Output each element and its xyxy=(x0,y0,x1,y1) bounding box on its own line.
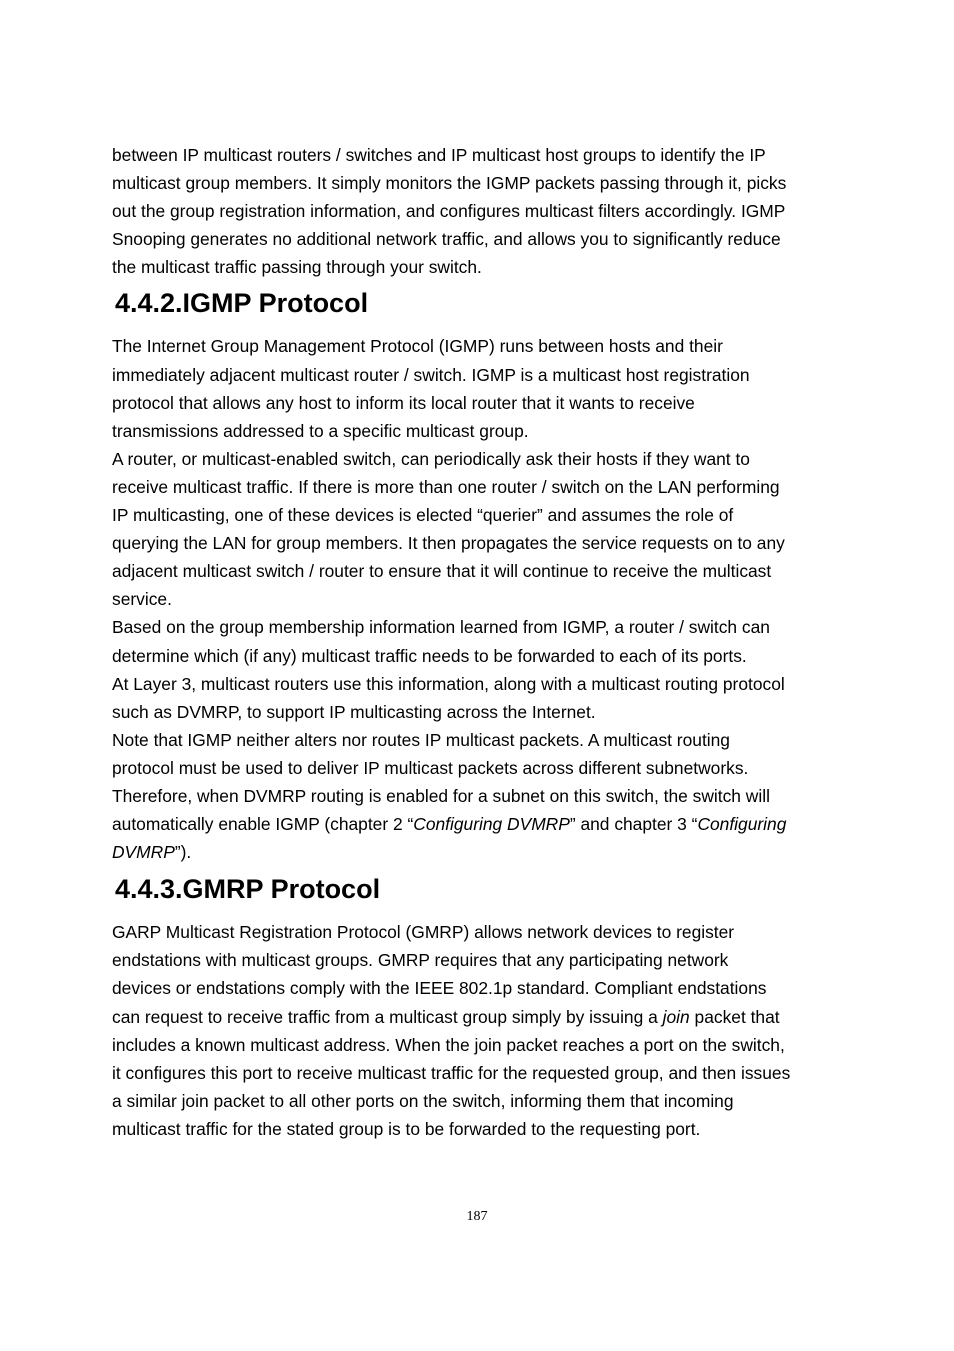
chapter-reference: DVMRP xyxy=(112,842,175,863)
text-line: Therefore, when DVMRP routing is enabled for a subnet on this switch, the switch will xyxy=(112,785,770,806)
text-line: between IP multicast routers / switches and IP multicast host groups to identify the IP xyxy=(112,145,766,165)
text-line: adjacent multicast switch / router to ensure that it will continue to receive the multicast xyxy=(112,561,772,582)
text-line: Snooping generates no additional network traffic, and allows you to significantly reduce xyxy=(112,229,781,250)
text-line xyxy=(112,1003,852,1031)
text-line: Based on the group membership information learned from IGMP, a router / switch can xyxy=(112,617,770,638)
text-line: a similar join packet to all other ports on the switch, informing them that incoming xyxy=(112,1090,734,1111)
text-line: determine which (if any) multicast traffic needs to be forwarded to each of its ports. xyxy=(112,645,747,666)
text-line: it configures this port to receive multicast traffic for the requested group, and then issues xyxy=(112,1062,791,1083)
intro-paragraph xyxy=(112,141,852,281)
document-page xyxy=(112,141,852,1143)
section-heading-igmp: 4.4.2.IGMP Protocol xyxy=(115,288,369,319)
igmp-section-body xyxy=(112,332,852,866)
text-run: can request to receive traffic from a multicast group simply by issuing a xyxy=(112,1006,663,1027)
chapter-reference: Configuring DVMRP xyxy=(413,814,570,835)
text-line: GARP Multicast Registration Protocol (GMRP) allows network devices to register xyxy=(112,922,735,943)
text-line: devices or endstations comply with the IEEE 802.1p standard. Compliant endstations xyxy=(112,978,767,999)
text-run: packet that xyxy=(689,1006,780,1027)
text-line: service. xyxy=(112,589,172,610)
emphasis-join: join xyxy=(662,1006,690,1027)
section-heading-gmrp: 4.4.3.GMRP Protocol xyxy=(115,874,381,905)
chapter-reference: Configuring xyxy=(697,814,787,835)
text-line: protocol that allows any host to inform its local router that it wants to receive xyxy=(112,392,695,413)
text-line: transmissions addressed to a specific multicast group. xyxy=(112,420,529,441)
gmrp-section-body xyxy=(112,918,852,1143)
text-line: out the group registration information, and configures multicast filters accordingly. IGMP xyxy=(112,201,786,222)
text-line: At Layer 3, multicast routers use this information, along with a multicast routing protocol xyxy=(112,673,785,694)
text-line: Note that IGMP neither alters nor routes IP multicast packets. A multicast routing xyxy=(112,729,730,750)
text-run: ” and chapter 3 “ xyxy=(569,814,698,835)
text-line xyxy=(112,838,852,866)
text-run: automatically enable IGMP (chapter 2 “ xyxy=(112,814,414,835)
text-line: endstations with multicast groups. GMRP requires that any participating network xyxy=(112,950,729,971)
text-run: ”). xyxy=(174,842,192,863)
text-line: multicast group members. It simply monitors the IGMP packets passing through it, picks xyxy=(112,173,787,194)
text-line: the multicast traffic passing through your switch. xyxy=(112,257,482,278)
text-line: protocol must be used to deliver IP multicast packets across different subnetworks. xyxy=(112,757,749,778)
text-line: A router, or multicast-enabled switch, can periodically ask their hosts if they want to xyxy=(112,448,750,469)
text-line: multicast traffic for the stated group is to be forwarded to the requesting port. xyxy=(112,1118,701,1139)
text-line: IP multicasting, one of these devices is elected “querier” and assumes the role of xyxy=(112,505,734,526)
text-line xyxy=(112,810,852,838)
page-number: 187 xyxy=(466,1209,488,1224)
text-line: querying the LAN for group members. It then propagates the service requests on to any xyxy=(112,533,785,554)
text-line: The Internet Group Management Protocol (IGMP) runs between hosts and their xyxy=(112,336,723,357)
text-line: such as DVMRP, to support IP multicasting across the Internet. xyxy=(112,701,596,722)
text-line: includes a known multicast address. When the join packet reaches a port on the switch, xyxy=(112,1034,785,1055)
text-line: receive multicast traffic. If there is more than one router / switch on the LAN performing xyxy=(112,476,780,497)
text-line: immediately adjacent multicast router / switch. IGMP is a multicast host registration xyxy=(112,364,750,385)
